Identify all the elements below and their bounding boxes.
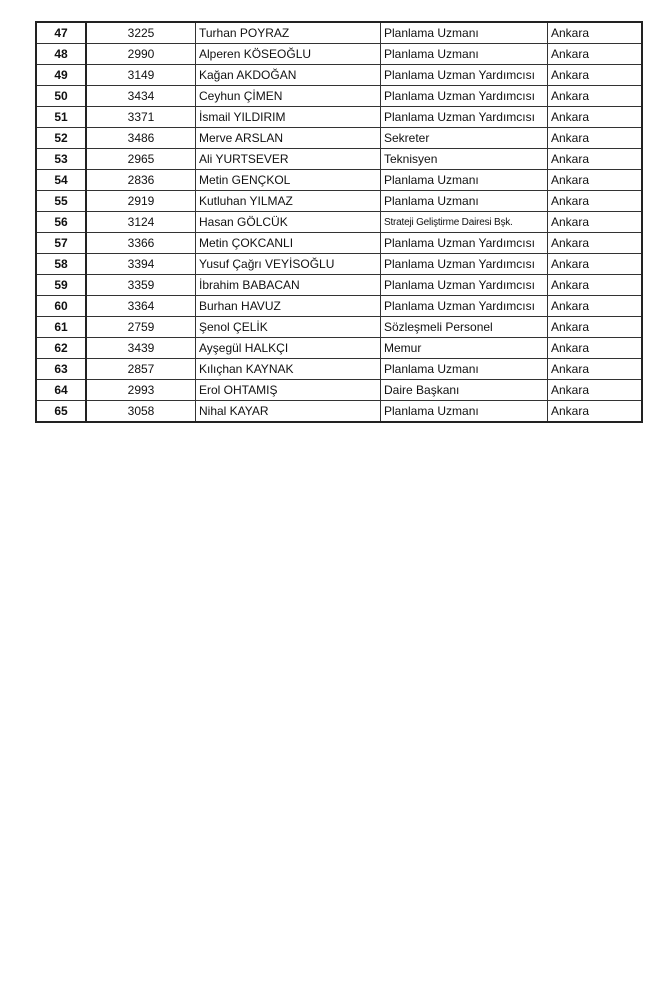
job-title-cell: Memur [381,338,548,359]
person-name-cell: Kağan AKDOĞAN [196,65,381,86]
table-row [36,233,642,254]
city-cell: Ankara [548,170,643,191]
registry-number-cell: 2965 [86,149,196,170]
row-number-cell: 65 [36,401,86,423]
row-number-cell: 55 [36,191,86,212]
row-number-cell: 60 [36,296,86,317]
staff-table-body [36,22,642,422]
person-name-cell: Merve ARSLAN [196,128,381,149]
person-name-cell: Nihal KAYAR [196,401,381,423]
registry-number-cell: 3434 [86,86,196,107]
person-name-cell: Burhan HAVUZ [196,296,381,317]
table-row [36,401,642,423]
table-row [36,149,642,170]
person-name-cell: Turhan POYRAZ [196,22,381,44]
job-title-cell: Planlama Uzmanı [381,359,548,380]
row-number-cell: 57 [36,233,86,254]
person-name-cell: İsmail YILDIRIM [196,107,381,128]
city-cell: Ankara [548,128,643,149]
person-name-cell: İbrahim BABACAN [196,275,381,296]
row-number-cell: 58 [36,254,86,275]
city-cell: Ankara [548,191,643,212]
registry-number-cell: 3058 [86,401,196,423]
person-name-cell: Alperen KÖSEOĞLU [196,44,381,65]
person-name-cell: Yusuf Çağrı VEYİSOĞLU [196,254,381,275]
city-cell: Ankara [548,254,643,275]
row-number-cell: 48 [36,44,86,65]
city-cell: Ankara [548,149,643,170]
table-row [36,275,642,296]
row-number-cell: 50 [36,86,86,107]
job-title-cell: Planlama Uzmanı [381,191,548,212]
row-number-cell: 56 [36,212,86,233]
job-title-cell: Planlama Uzmanı [381,44,548,65]
city-cell: Ankara [548,275,643,296]
registry-number-cell: 2993 [86,380,196,401]
city-cell: Ankara [548,296,643,317]
row-number-cell: 59 [36,275,86,296]
row-number-cell: 61 [36,317,86,338]
row-number-cell: 63 [36,359,86,380]
job-title-cell: Strateji Geliştirme Dairesi Bşk. [381,212,548,233]
person-name-cell: Metin ÇOKCANLI [196,233,381,254]
registry-number-cell: 3366 [86,233,196,254]
city-cell: Ankara [548,107,643,128]
table-row [36,359,642,380]
person-name-cell: Kılıçhan KAYNAK [196,359,381,380]
city-cell: Ankara [548,317,643,338]
job-title-cell: Planlama Uzman Yardımcısı [381,275,548,296]
city-cell: Ankara [548,380,643,401]
table-row [36,380,642,401]
table-row [36,254,642,275]
row-number-cell: 53 [36,149,86,170]
registry-number-cell: 2990 [86,44,196,65]
city-cell: Ankara [548,212,643,233]
person-name-cell: Şenol ÇELİK [196,317,381,338]
job-title-cell: Planlama Uzmanı [381,401,548,423]
registry-number-cell: 3439 [86,338,196,359]
registry-number-cell: 2836 [86,170,196,191]
person-name-cell: Hasan GÖLCÜK [196,212,381,233]
table-row [36,191,642,212]
city-cell: Ankara [548,86,643,107]
table-row [36,22,642,44]
row-number-cell: 52 [36,128,86,149]
job-title-cell: Planlama Uzman Yardımcısı [381,86,548,107]
table-row [36,296,642,317]
person-name-cell: Metin GENÇKOL [196,170,381,191]
person-name-cell: Erol OHTAMIŞ [196,380,381,401]
registry-number-cell: 2857 [86,359,196,380]
city-cell: Ankara [548,401,643,423]
table-row [36,44,642,65]
person-name-cell: Ayşegül HALKÇI [196,338,381,359]
job-title-cell: Daire Başkanı [381,380,548,401]
registry-number-cell: 3225 [86,22,196,44]
table-row [36,107,642,128]
registry-number-cell: 3364 [86,296,196,317]
city-cell: Ankara [548,233,643,254]
city-cell: Ankara [548,44,643,65]
row-number-cell: 49 [36,65,86,86]
row-number-cell: 62 [36,338,86,359]
person-name-cell: Kutluhan YILMAZ [196,191,381,212]
person-name-cell: Ceyhun ÇİMEN [196,86,381,107]
job-title-cell: Sekreter [381,128,548,149]
table-row [36,338,642,359]
job-title-cell: Planlama Uzman Yardımcısı [381,65,548,86]
row-number-cell: 64 [36,380,86,401]
staff-table [35,21,643,423]
document-page [35,21,604,423]
table-row [36,65,642,86]
city-cell: Ankara [548,22,643,44]
row-number-cell: 51 [36,107,86,128]
job-title-cell: Planlama Uzman Yardımcısı [381,233,548,254]
person-name-cell: Ali YURTSEVER [196,149,381,170]
table-row [36,317,642,338]
job-title-cell: Planlama Uzman Yardımcısı [381,296,548,317]
registry-number-cell: 3149 [86,65,196,86]
registry-number-cell: 3371 [86,107,196,128]
table-row [36,128,642,149]
registry-number-cell: 3359 [86,275,196,296]
table-row [36,170,642,191]
job-title-cell: Planlama Uzman Yardımcısı [381,254,548,275]
registry-number-cell: 3124 [86,212,196,233]
registry-number-cell: 3486 [86,128,196,149]
city-cell: Ankara [548,359,643,380]
registry-number-cell: 2759 [86,317,196,338]
table-row [36,86,642,107]
job-title-cell: Teknisyen [381,149,548,170]
table-row [36,212,642,233]
job-title-cell: Sözleşmeli Personel [381,317,548,338]
registry-number-cell: 2919 [86,191,196,212]
row-number-cell: 54 [36,170,86,191]
registry-number-cell: 3394 [86,254,196,275]
city-cell: Ankara [548,65,643,86]
job-title-cell: Planlama Uzman Yardımcısı [381,107,548,128]
city-cell: Ankara [548,338,643,359]
job-title-cell: Planlama Uzmanı [381,170,548,191]
row-number-cell: 47 [36,22,86,44]
job-title-cell: Planlama Uzmanı [381,22,548,44]
